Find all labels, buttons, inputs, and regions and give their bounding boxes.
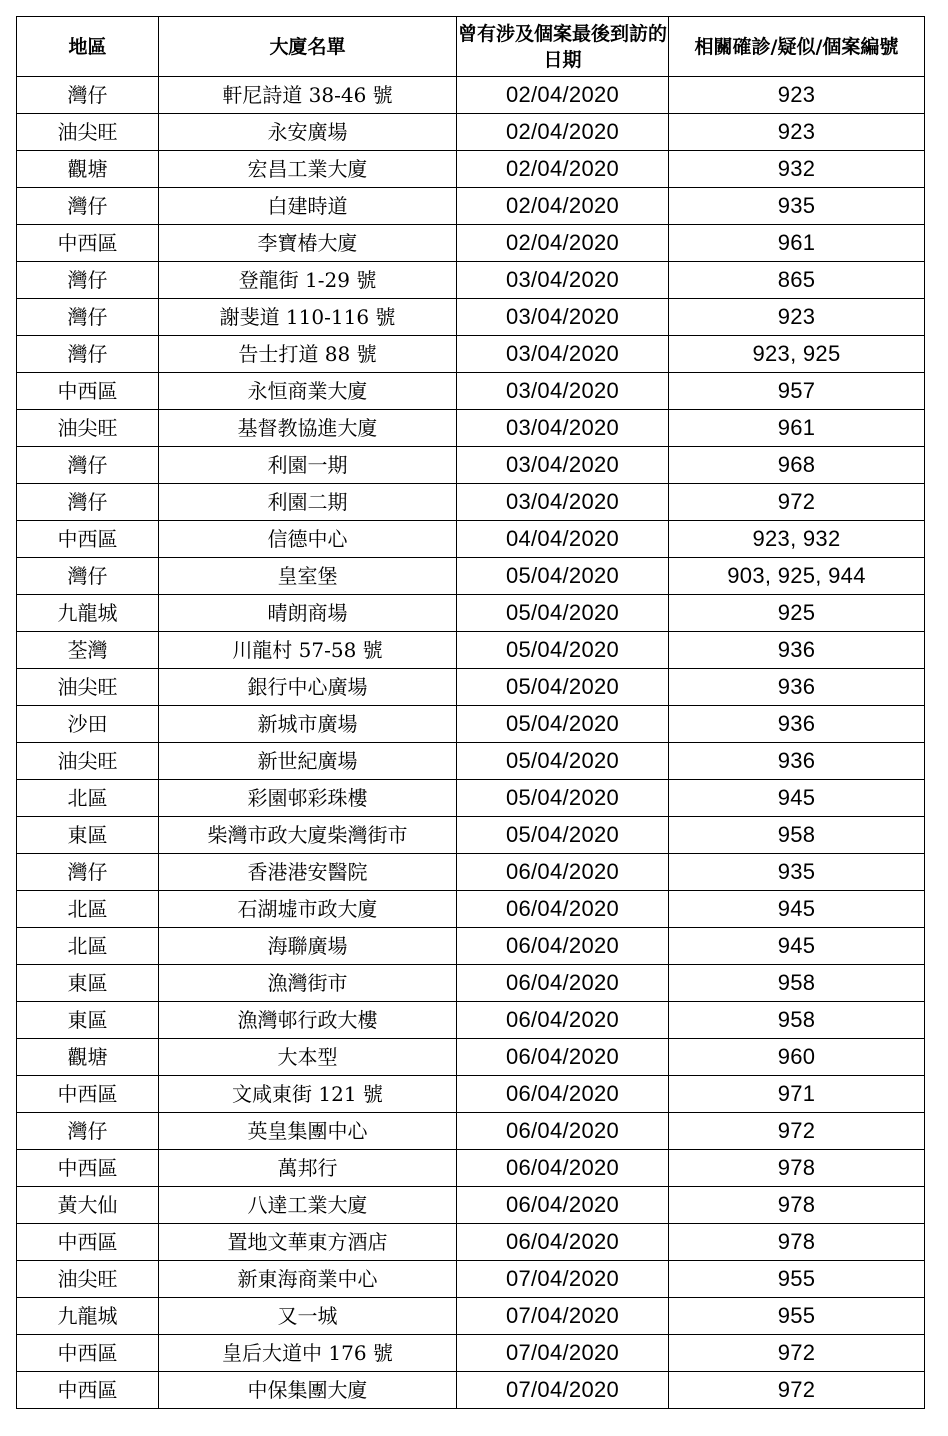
- building-list-sheet: [16, 16, 924, 1409]
- cell-district: 九龍城: [17, 1298, 159, 1335]
- cell-building: 文咸東街 121 號: [159, 1076, 457, 1113]
- cell-building: 置地文華東方酒店: [159, 1224, 457, 1261]
- cell-building: 宏昌工業大廈: [159, 151, 457, 188]
- table-row: [17, 1372, 925, 1409]
- cell-district: 灣仔: [17, 447, 159, 484]
- table-row: [17, 447, 925, 484]
- table-row: [17, 1113, 925, 1150]
- cell-building: 彩園邨彩珠樓: [159, 780, 457, 817]
- cell-district: 九龍城: [17, 595, 159, 632]
- cell-district: 觀塘: [17, 1039, 159, 1076]
- table-row: [17, 1002, 925, 1039]
- table-row: [17, 1187, 925, 1224]
- cell-district: 東區: [17, 1002, 159, 1039]
- cell-building: 萬邦行: [159, 1150, 457, 1187]
- cell-building: 英皇集團中心: [159, 1113, 457, 1150]
- cell-date: 07/04/2020: [457, 1372, 669, 1409]
- cell-case-numbers: 945: [669, 928, 925, 965]
- cell-district: 中西區: [17, 1372, 159, 1409]
- cell-building: 李寶椿大廈: [159, 225, 457, 262]
- cell-building: 永恒商業大廈: [159, 373, 457, 410]
- cell-date: 06/04/2020: [457, 1187, 669, 1224]
- cell-date: 06/04/2020: [457, 1224, 669, 1261]
- cell-case-numbers: 978: [669, 1187, 925, 1224]
- cell-district: 荃灣: [17, 632, 159, 669]
- table-row: [17, 669, 925, 706]
- cell-date: 02/04/2020: [457, 225, 669, 262]
- cell-building: 八達工業大廈: [159, 1187, 457, 1224]
- cell-building: 白建時道: [159, 188, 457, 225]
- table-row: [17, 151, 925, 188]
- cell-district: 中西區: [17, 521, 159, 558]
- table-row: [17, 1039, 925, 1076]
- cell-case-numbers: 936: [669, 669, 925, 706]
- table-row: [17, 484, 925, 521]
- cell-district: 中西區: [17, 1150, 159, 1187]
- cell-district: 灣仔: [17, 188, 159, 225]
- cell-date: 05/04/2020: [457, 632, 669, 669]
- cell-building: 大本型: [159, 1039, 457, 1076]
- cell-date: 06/04/2020: [457, 1002, 669, 1039]
- cell-case-numbers: 972: [669, 1113, 925, 1150]
- cell-date: 02/04/2020: [457, 151, 669, 188]
- cell-district: 灣仔: [17, 854, 159, 891]
- cell-date: 06/04/2020: [457, 1150, 669, 1187]
- cell-district: 油尖旺: [17, 743, 159, 780]
- cell-case-numbers: 955: [669, 1298, 925, 1335]
- cell-building: 又一城: [159, 1298, 457, 1335]
- cell-district: 灣仔: [17, 484, 159, 521]
- cell-building: 登龍街 1-29 號: [159, 262, 457, 299]
- cell-district: 油尖旺: [17, 410, 159, 447]
- cell-case-numbers: 945: [669, 780, 925, 817]
- table-row: [17, 891, 925, 928]
- table-row: [17, 188, 925, 225]
- cell-building: 晴朗商場: [159, 595, 457, 632]
- cell-building: 新城市廣場: [159, 706, 457, 743]
- cell-district: 北區: [17, 891, 159, 928]
- table-row: [17, 77, 925, 114]
- cell-case-numbers: 925: [669, 595, 925, 632]
- header-case-number: 相關確診/疑似/個案編號: [669, 17, 925, 77]
- table-row: [17, 632, 925, 669]
- cell-case-numbers: 955: [669, 1261, 925, 1298]
- cell-district: 中西區: [17, 225, 159, 262]
- cell-building: 新世紀廣場: [159, 743, 457, 780]
- table-row: [17, 114, 925, 151]
- cell-case-numbers: 923: [669, 299, 925, 336]
- table-row: [17, 780, 925, 817]
- cell-case-numbers: 968: [669, 447, 925, 484]
- table-row: [17, 928, 925, 965]
- table-row: [17, 299, 925, 336]
- cell-district: 中西區: [17, 1335, 159, 1372]
- cell-building: 新東海商業中心: [159, 1261, 457, 1298]
- header-district: 地區: [17, 17, 159, 77]
- table-row: [17, 1150, 925, 1187]
- table-row: [17, 743, 925, 780]
- cell-district: 中西區: [17, 1076, 159, 1113]
- cell-building: 銀行中心廣場: [159, 669, 457, 706]
- cell-district: 灣仔: [17, 262, 159, 299]
- cell-district: 灣仔: [17, 299, 159, 336]
- cell-date: 06/04/2020: [457, 1076, 669, 1113]
- cell-district: 灣仔: [17, 558, 159, 595]
- cell-district: 油尖旺: [17, 1261, 159, 1298]
- cell-case-numbers: 903, 925, 944: [669, 558, 925, 595]
- cell-district: 黃大仙: [17, 1187, 159, 1224]
- cell-district: 東區: [17, 965, 159, 1002]
- cell-building: 軒尼詩道 38-46 號: [159, 77, 457, 114]
- table-row: [17, 854, 925, 891]
- cell-case-numbers: 923: [669, 77, 925, 114]
- cell-building: 信德中心: [159, 521, 457, 558]
- cell-district: 油尖旺: [17, 114, 159, 151]
- cell-date: 05/04/2020: [457, 669, 669, 706]
- cell-case-numbers: 945: [669, 891, 925, 928]
- cell-case-numbers: 961: [669, 225, 925, 262]
- cell-district: 東區: [17, 817, 159, 854]
- cell-date: 07/04/2020: [457, 1261, 669, 1298]
- cell-building: 石湖墟市政大廈: [159, 891, 457, 928]
- cell-date: 05/04/2020: [457, 780, 669, 817]
- cell-case-numbers: 936: [669, 632, 925, 669]
- cell-building: 永安廣場: [159, 114, 457, 151]
- cell-case-numbers: 972: [669, 1372, 925, 1409]
- cell-date: 03/04/2020: [457, 410, 669, 447]
- cell-date: 02/04/2020: [457, 77, 669, 114]
- cell-case-numbers: 957: [669, 373, 925, 410]
- table-header-row: [17, 17, 925, 77]
- cell-case-numbers: 935: [669, 854, 925, 891]
- cell-building: 皇后大道中 176 號: [159, 1335, 457, 1372]
- cell-case-numbers: 936: [669, 706, 925, 743]
- cell-district: 沙田: [17, 706, 159, 743]
- cell-district: 中西區: [17, 1224, 159, 1261]
- cell-building: 漁灣邨行政大樓: [159, 1002, 457, 1039]
- cell-building: 告士打道 88 號: [159, 336, 457, 373]
- table-row: [17, 706, 925, 743]
- cell-case-numbers: 958: [669, 965, 925, 1002]
- table-row: [17, 410, 925, 447]
- cell-date: 05/04/2020: [457, 817, 669, 854]
- cell-case-numbers: 961: [669, 410, 925, 447]
- table-row: [17, 1261, 925, 1298]
- cell-building: 柴灣市政大廈柴灣街市: [159, 817, 457, 854]
- cell-district: 中西區: [17, 373, 159, 410]
- cell-date: 05/04/2020: [457, 558, 669, 595]
- cell-district: 油尖旺: [17, 669, 159, 706]
- cell-case-numbers: 935: [669, 188, 925, 225]
- cell-date: 05/04/2020: [457, 595, 669, 632]
- table-row: [17, 965, 925, 1002]
- table-row: [17, 1298, 925, 1335]
- cell-building: 皇室堡: [159, 558, 457, 595]
- cell-district: 觀塘: [17, 151, 159, 188]
- table-row: [17, 1224, 925, 1261]
- cell-district: 北區: [17, 928, 159, 965]
- cell-date: 06/04/2020: [457, 965, 669, 1002]
- cell-building: 海聯廣場: [159, 928, 457, 965]
- cell-case-numbers: 978: [669, 1150, 925, 1187]
- cell-date: 04/04/2020: [457, 521, 669, 558]
- cell-building: 香港港安醫院: [159, 854, 457, 891]
- cell-date: 03/04/2020: [457, 336, 669, 373]
- cell-case-numbers: 923: [669, 114, 925, 151]
- cell-case-numbers: 958: [669, 817, 925, 854]
- table-row: [17, 817, 925, 854]
- table-row: [17, 373, 925, 410]
- cell-case-numbers: 923, 925: [669, 336, 925, 373]
- table-row: [17, 336, 925, 373]
- table-row: [17, 558, 925, 595]
- cell-case-numbers: 865: [669, 262, 925, 299]
- cell-case-numbers: 936: [669, 743, 925, 780]
- header-building: 大廈名單: [159, 17, 457, 77]
- cell-date: 06/04/2020: [457, 928, 669, 965]
- cell-date: 03/04/2020: [457, 373, 669, 410]
- cell-case-numbers: 960: [669, 1039, 925, 1076]
- cell-district: 灣仔: [17, 336, 159, 373]
- table-row: [17, 521, 925, 558]
- cell-case-numbers: 972: [669, 484, 925, 521]
- cell-date: 03/04/2020: [457, 262, 669, 299]
- cell-date: 05/04/2020: [457, 706, 669, 743]
- cell-building: 基督教協進大廈: [159, 410, 457, 447]
- cell-date: 02/04/2020: [457, 114, 669, 151]
- table-row: [17, 1076, 925, 1113]
- cell-building: 謝斐道 110-116 號: [159, 299, 457, 336]
- table-row: [17, 262, 925, 299]
- cell-case-numbers: 971: [669, 1076, 925, 1113]
- cell-case-numbers: 972: [669, 1335, 925, 1372]
- cell-district: 北區: [17, 780, 159, 817]
- cell-case-numbers: 932: [669, 151, 925, 188]
- cell-district: 灣仔: [17, 77, 159, 114]
- cell-building: 中保集團大廈: [159, 1372, 457, 1409]
- cell-district: 灣仔: [17, 1113, 159, 1150]
- cell-date: 06/04/2020: [457, 1039, 669, 1076]
- cell-date: 03/04/2020: [457, 484, 669, 521]
- cell-date: 07/04/2020: [457, 1335, 669, 1372]
- cell-date: 02/04/2020: [457, 188, 669, 225]
- cell-date: 03/04/2020: [457, 299, 669, 336]
- cell-case-numbers: 978: [669, 1224, 925, 1261]
- cell-case-numbers: 958: [669, 1002, 925, 1039]
- cell-date: 06/04/2020: [457, 854, 669, 891]
- cell-date: 06/04/2020: [457, 891, 669, 928]
- cell-date: 06/04/2020: [457, 1113, 669, 1150]
- cell-date: 03/04/2020: [457, 447, 669, 484]
- cell-building: 川龍村 57-58 號: [159, 632, 457, 669]
- table-row: [17, 1335, 925, 1372]
- table-row: [17, 225, 925, 262]
- cell-date: 05/04/2020: [457, 743, 669, 780]
- cell-date: 07/04/2020: [457, 1298, 669, 1335]
- cell-case-numbers: 923, 932: [669, 521, 925, 558]
- table-row: [17, 595, 925, 632]
- cell-building: 利園一期: [159, 447, 457, 484]
- cell-building: 利園二期: [159, 484, 457, 521]
- cell-building: 漁灣街市: [159, 965, 457, 1002]
- building-table: [16, 16, 925, 1409]
- header-last-visit-date: 曾有涉及個案最後到訪的日期: [457, 17, 669, 77]
